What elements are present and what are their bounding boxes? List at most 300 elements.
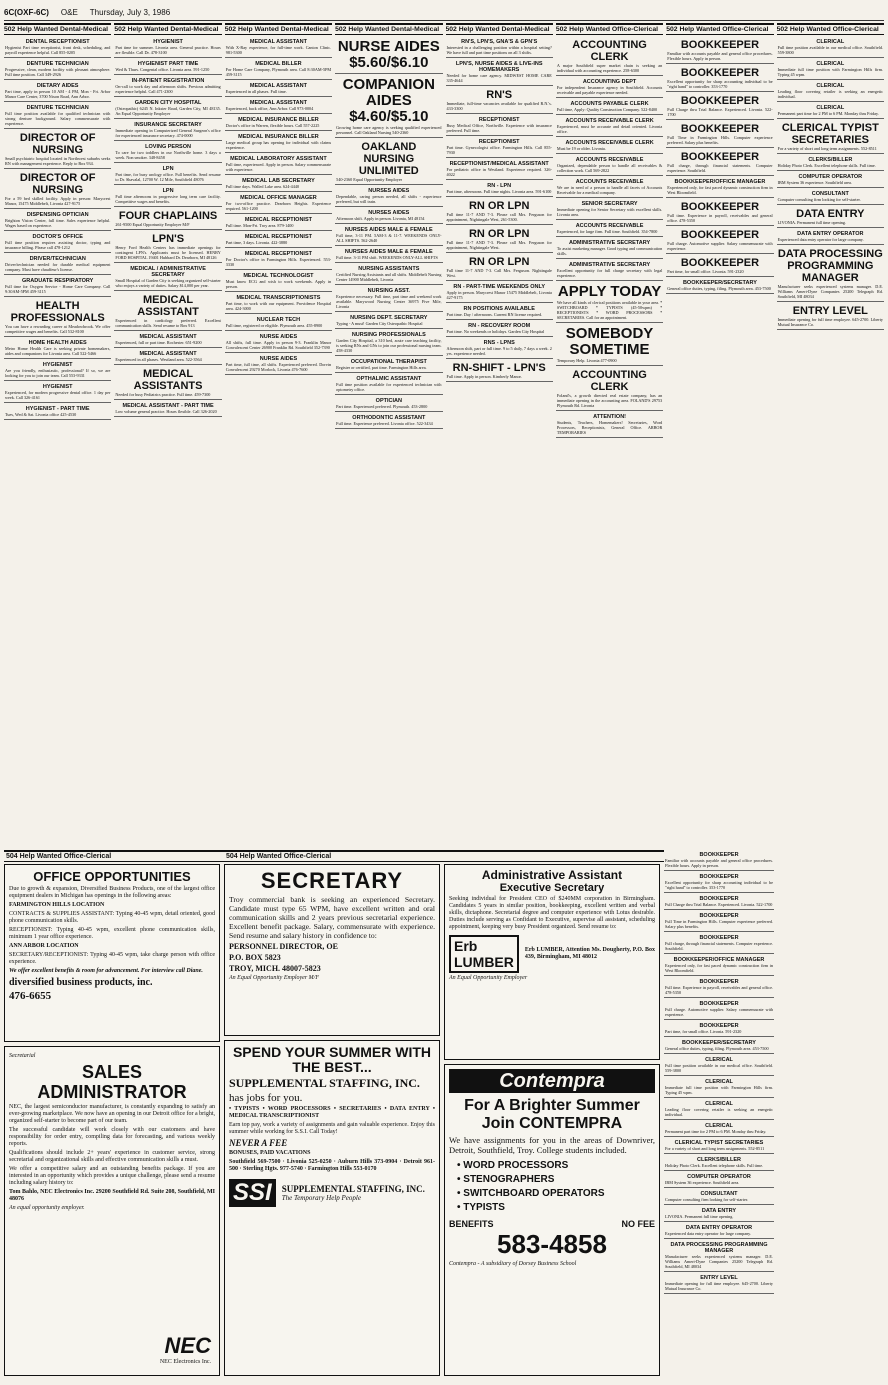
column-heading: 502 Help Wanted Dental-Medical <box>4 23 111 35</box>
classified-ad <box>4 59 111 80</box>
ad-never: NEVER A FEE <box>229 1138 288 1148</box>
classified-ad <box>225 232 332 248</box>
fine-print-right <box>664 850 888 1376</box>
ad-body: Full time position available for qualified technician with strong denture background. Salary commensurate with experience. <box>5 111 111 126</box>
ad-title: RN-SHIFT - LPN'S <box>452 362 546 374</box>
ad-title: CLERICAL <box>816 61 845 67</box>
classified-ad <box>556 99 663 115</box>
ad-body: Part time, afternoons. Full time nights. Livonia area. 591-6100 <box>446 189 552 194</box>
ad-body: Seeking individual for President CEO of $240MM corporation in Birmingham. Candidates 5 years in similar position, bookkeeping, excellent written and verbal skills, dictaphone. Secretarial degree and computer experience with Lotus desirable. Duties include serving as Confidant to Executive, supervise all assistant, scheduling appointment, keeping very busy President organized. Send resume to: <box>449 896 655 930</box>
ad-title: BOOKKEEPER <box>699 1001 739 1007</box>
page-header <box>4 4 884 21</box>
classified-ad <box>664 1189 774 1205</box>
classified-ad <box>664 999 774 1020</box>
ad-title: RN OR LPN <box>468 256 530 268</box>
ad-body: Temporary Help. Livonia 477-0900 <box>556 358 617 363</box>
ad-body: Part time. No weekends or holidays. Garden City Hospital <box>446 329 545 334</box>
ad-body: Immediate, full-time vacancies available for qualified R.N.'s. 433-3300 <box>446 101 552 111</box>
classified-ad <box>777 189 884 205</box>
ad-body: On-call to work day and afternoon shifts. Previous admitting experience helpful. Call 471-2300 <box>115 84 221 94</box>
classified-ad <box>225 215 332 231</box>
ad-body: For independent Insurance agency in Southfield. Accounts receivable and payable experience needed. <box>556 85 663 95</box>
ad-title: RECEPTIONIST <box>478 139 520 145</box>
ad-title: MEDICAL ASSISTANT - PART TIME <box>122 403 214 409</box>
ad-title: IN-PATIENT REGISTRATION <box>131 78 205 84</box>
ad-title: OFFICE OPPORTUNITIES <box>33 869 191 884</box>
ad-title: OAKLAND NURSING UNLIMITED <box>358 141 419 177</box>
ad-title: RN - RECOVERY ROOM <box>468 323 531 329</box>
column-heading: 502 Help Wanted Dental-Medical <box>114 23 221 35</box>
classified-ad <box>4 276 111 297</box>
ad-title: RN'S, LPN'S, GNA'S & GPN'S <box>461 39 538 45</box>
classified-ad <box>446 198 553 225</box>
classified-ad <box>225 354 332 375</box>
ad-title: HYGIENIST PART TIME <box>137 61 199 67</box>
ad-body: Full time. Apply in person. Kimberly Manor. <box>446 374 522 379</box>
issue-date: Thursday, July 3, 1986 <box>89 7 171 17</box>
ad-title: ACCOUNTS RECEIVABLE CLERK <box>565 140 654 146</box>
ad-title: BOOKKEEPER <box>680 39 760 51</box>
ad-body: Full time days. Walled Lake area. 624-4440 <box>225 184 300 189</box>
ad-body: Full time position available in our medical office. Southfield. 559-3800 <box>777 45 883 55</box>
section-heading-middle: 504 Help Wanted Office-Clerical <box>224 850 664 862</box>
classified-ad <box>335 264 442 285</box>
ad-body: Low volume general practice. Hours flexible. Call 326-2020 <box>115 409 217 414</box>
classified-ad <box>4 404 111 420</box>
ad-title: BOOKKEEPER <box>699 979 739 985</box>
ad-title: CLERICAL <box>705 1079 733 1085</box>
ad-body: Familiar with accounts payable and general office procedures. Flexible hours. Apply in person. <box>667 51 773 61</box>
column-heading: 502 Help Wanted Dental-Medical <box>446 23 553 35</box>
ad-title: ACCOUNTS RECEIVABLE <box>575 179 644 185</box>
section-heading-left: 504 Help Wanted Office-Clerical <box>4 850 224 862</box>
classified-ad <box>664 1172 774 1188</box>
ad-body: Leading floor covering retailer is seeking an energetic individual. <box>777 89 883 99</box>
ad-body: Full time. Experience in payroll, receivables and general office. 478-5350 <box>665 985 773 995</box>
classified-ad <box>556 77 663 98</box>
ad-body: Full time position requires assisting doctor, typing and insurance billing. Please call 478-1212 <box>5 240 111 250</box>
ad-body: Excellent opportunity for sharp accounting individual to be "right hand" to controller. 353-1770 <box>667 79 773 89</box>
ad-body: Full time. Experience preferred. Livonia office. 522-3434 <box>336 421 433 426</box>
ad-title: RN OR LPN <box>468 228 530 240</box>
contempra-logo: Contempra <box>449 1069 655 1093</box>
ssi-logo: SSI SUPPLEMENTAL STAFFING, INC. The Temporary Help People <box>229 1179 435 1207</box>
ad-title: ENTRY LEVEL <box>792 305 868 317</box>
ad-body: Troy commercial bank is seeking an experienced Secretary. Candidate must type 65 WPM, have excellent written and oral communication skills and 2 years previous secretarial experience. Excellent benefit package. Salary, commensurate with experience. Send resume and salary history in confidence to: <box>229 895 435 940</box>
classified-ad <box>114 208 221 230</box>
ad-body: Needed for busy Pediatrics practice. Full time. 459-7300 <box>115 392 211 397</box>
ad-body: Part time, apply in person 10 AM - 4 PM, Mon - Fri. Arbor Manor Care Center, 3700 Nixon Road, Ann Arbor. <box>5 89 111 99</box>
ad-title: OPTHALMIC ASSISTANT <box>356 376 422 382</box>
ad-title: CLERICAL <box>705 1101 733 1107</box>
ad-body: Immediate full time position with Farmington Hills firm. Typing 45 wpm. <box>777 67 883 77</box>
classified-ad <box>556 260 663 281</box>
ad-title: DATA PROCESSING PROGRAMMING MANAGER <box>670 1242 768 1254</box>
ad-body: Brighton Vision Center, full time. Sales experience helpful. Wages based on experience. <box>5 218 111 228</box>
ad-body: NEC, the largest semiconductor manufacturer, is constantly expanding to satisfy an ever-growing marketplace. We now have an opening in our Detroit office for a bright, organized self-starter to become part of our team. <box>9 1104 215 1124</box>
ad-body: We are in need of a person to handle all facets of Accounts Receivable for a medical company. <box>556 185 663 195</box>
classified-ad <box>556 138 663 154</box>
location-heading: ANN ARBOR LOCATION <box>9 943 79 949</box>
classified-ad <box>225 154 332 175</box>
ad-body: For Doctor's office in Farmington Hills. Experienced. 553-3330 <box>225 257 332 267</box>
classified-ad <box>225 115 332 131</box>
ad-title: MEDICAL ASSISTANT <box>249 100 307 106</box>
classified-ad <box>4 103 111 129</box>
ad-title: MEDICAL BILLER <box>255 61 302 67</box>
ad-title: DENTAL RECEPTIONIST <box>25 39 90 45</box>
ad-body: Experienced in cardiology preferred. Excellent communication skills. Send resume to Box 913 <box>115 318 221 328</box>
ad-title: COMPUTER OPERATOR <box>798 174 863 180</box>
ad-body: Due to growth & expansion, Diversified Business Products, one of the largest office equipment dealers in Michigan has openings in the following areas: <box>9 886 215 899</box>
ad-sub: Contempra - A subsidiary of Dorsey Business School <box>449 1261 577 1267</box>
ad-body: The successful candidate will work closely with our customers and have responsibility for order entry, compiling data for forecasting, and various weekly reports. <box>9 1127 215 1147</box>
ad-body: For pediatric office in Westland. Experience required. 326-4022 <box>446 167 552 177</box>
ad-body: We have assignments for you in the areas of Downriver, Detroit, Southfield, Troy. College students included. <box>449 1135 655 1155</box>
ad-body: Hygienist Part time receptionist, front desk, scheduling, and payroll experience helpful. Call 855-0205 <box>5 45 111 55</box>
ad-body: Experienced only, for fast paced dynamic construction firm in West Bloomfield. <box>665 963 773 973</box>
ad-title: CONSULTANT <box>700 1191 738 1197</box>
ad-body: SECRETARY/RECEPTIONIST: Typing 40-45 wpm, take charge person with office experience. <box>9 952 215 965</box>
ad-body: Full Charge thru Trial Balance. Experienced. Livonia. 522-1700 <box>665 902 773 907</box>
ad-body: Full time 11-7 AND 7-3. Please call Mrs. Ferguson for appointment, Nightingale West. <box>446 240 552 250</box>
ad-title: MEDICAL TRANSCRIPTIONISTS <box>236 295 321 301</box>
classified-ad <box>114 292 221 331</box>
ad-body: CONTRACTS & SUPPLIES ASSISTANT: Typing 40-45 wpm, detail oriented, good phone communication skills. <box>9 911 215 924</box>
ad-body: Henry Ford Health Centers has immediate openings for contingent LPN's. Applicants must be licensed. HENRY FORD HOSPITAL 19401 Hubbard Dr. Dearborn, MI 48126 <box>115 245 221 260</box>
ad-body: Immediate opening in Computerized General Surgeon's office for experienced insurance secretary. 474-0000 <box>115 128 221 138</box>
classified-ad <box>4 170 111 209</box>
classified-ad <box>335 330 442 356</box>
ad-body: Must know ECG and wish to work weekends. Apply in person. <box>225 279 332 289</box>
ad-title: ADMINISTRATIVE SECRETARY <box>568 262 651 268</box>
classified-ad <box>664 911 774 932</box>
classified-ad <box>114 332 221 348</box>
ad-title: NURSE AIDES <box>259 356 298 362</box>
phone-number: 476-6655 <box>9 990 52 1002</box>
benefits-row: BENEFITS NO FEE <box>449 1219 655 1229</box>
contempra-ad <box>444 1064 660 1376</box>
ad-body: Experienced, full or part time. Rochester. 651-9200 <box>115 340 202 345</box>
ad-title: CLERICAL <box>816 83 845 89</box>
classified-ad <box>4 81 111 102</box>
ad-title: BOOKKEEPER <box>680 67 760 79</box>
classified-ad <box>777 172 884 188</box>
ad-title: RECEPTIONIST/MEDICAL ASSISTANT <box>449 161 549 167</box>
ad-title: DIETARY AIDES <box>36 83 79 89</box>
phone-number: 583-4858 <box>497 1229 607 1259</box>
ad-title: ADMINISTRATIVE SECRETARY <box>568 240 651 246</box>
ad-eoe: An Equal Opportunity Employer <box>449 975 528 981</box>
ad-title: SOMEBODY SOMETIME <box>565 325 654 358</box>
classified-ad <box>777 37 884 58</box>
classified-ad <box>4 298 111 337</box>
ad-title: NURSING ASST. <box>367 288 410 294</box>
classified-ad <box>4 210 111 231</box>
ad-body: A major Southfield super market chain is seeking an individual with accounting experience. 258-6300 <box>556 63 663 73</box>
ad-lead: has jobs for you. <box>229 1092 303 1104</box>
classified-ad <box>114 349 221 365</box>
ad-body: Doctor's office in Warren, flexible hours. Call 557-2225 <box>225 123 320 128</box>
classified-ad <box>556 324 663 366</box>
classified-ad <box>225 176 332 192</box>
ad-title: BOOKKEEPER <box>699 1023 739 1029</box>
ad-body: Experienced, must be accurate and detail oriented. Livonia office. <box>556 124 663 134</box>
ad-title: DATA PROCESSING PROGRAMMING MANAGER <box>777 248 883 284</box>
classified-ad <box>225 293 332 314</box>
display-ads-section <box>4 850 884 1380</box>
ad-title: DIRECTOR OF NURSING <box>19 132 96 156</box>
ad-body: Interested in a challenging position within a hospital setting? We have full and part time positions on all 3 shifts. <box>446 45 552 55</box>
ad-body: Manufacturer seeks experienced systems manager. D.E. Williams Ameri-Dyne Companies 25200 Telegraph Rd. Southfield, MI 48034 <box>777 284 883 299</box>
supplemental-staffing-ad <box>224 1040 440 1376</box>
ad-title: BOOKKEEPER <box>699 852 739 858</box>
ad-title: COMPANION AIDES $4.60/$5.10 <box>342 76 435 125</box>
classified-ad <box>664 1077 774 1098</box>
classified-ad <box>666 37 773 64</box>
ad-title: RN OR LPN <box>468 200 530 212</box>
ad-body: General office duties, typing, filing. Plymouth area. 453-7500 <box>667 286 771 291</box>
classified-ad <box>335 208 442 224</box>
ad-title: CLERICAL <box>816 39 845 45</box>
classified-ad <box>664 1099 774 1120</box>
classified-ad <box>664 977 774 998</box>
ad-body: Immediate opening for full time employee. 645-2700. Liberty Mutual Insurance Co. <box>777 317 883 327</box>
ad-body: Experienced in all phases. Westland area. 522-3564 <box>115 357 202 362</box>
ad-body: Full time 11-7 AND 7-3. Please call Mrs. Ferguson for appointment, Nightingale West, 261-5300. <box>446 212 552 222</box>
classified-ad <box>114 59 221 75</box>
classified-ad <box>335 286 442 312</box>
column-heading: 502 Help Wanted Office-Clerical <box>777 23 884 35</box>
ad-address: P.O. BOX 5823 <box>229 953 281 962</box>
ad-eoe: An equal opportunity employer. <box>9 1205 85 1211</box>
classified-ad <box>225 249 332 270</box>
ad-body: Needed for home care agency. MIDWEST HOME CARE 335-4644 <box>446 73 552 83</box>
ad-title: OPTICIAN <box>375 398 402 404</box>
ad-title: NURSES AIDES <box>368 188 410 194</box>
classified-ad <box>666 65 773 92</box>
ad-title: BOOKKEEPER <box>699 874 739 880</box>
ad-title: GARDEN CITY HOSPITAL <box>134 100 202 106</box>
ad-title: SPEND YOUR SUMMER WITH THE BEST... <box>232 1044 432 1075</box>
ad-title: MEDICAL LABORATORY ASSISTANT <box>230 156 327 162</box>
ad-title: HYGIENIST <box>42 384 73 390</box>
ad-bonus: BONUSES, PAID VACATIONS <box>229 1150 311 1156</box>
ad-title: SECRETARY <box>260 868 404 893</box>
classified-ad <box>4 37 111 58</box>
classified-ad <box>335 357 442 373</box>
ad-body: Full Charge thru Trial Balance. Experienced. Livonia. 522-1700 <box>667 107 773 117</box>
ad-title: BOOKKEEPER <box>680 201 760 213</box>
ad-body: Experienced in all phases. Full time. <box>225 89 287 94</box>
ad-title: CLERKS/BILLER <box>808 157 853 163</box>
ad-body: Full time. 3-11 PM shift. WEEKENDS ONLY-ALL SHIFTS <box>336 255 438 260</box>
ad-title: RNS - LPNS <box>483 340 515 346</box>
ad-title: MEDICAL ASSISTANT <box>139 351 197 357</box>
classified-columns <box>4 23 884 848</box>
classified-ad <box>114 366 221 400</box>
ad-body: Experienced, back office, Ann Arbor. Call 973-0004 <box>225 106 314 111</box>
office-opportunities-ad <box>4 864 220 1042</box>
classified-ad <box>666 227 773 254</box>
ad-body: Progressive, clean, modern facility with pleasant atmosphere. Full time position. Call 349-2926 <box>5 67 111 77</box>
classified-ad <box>556 199 663 220</box>
ad-body: Leading floor covering retailer is seeking an energetic individual. <box>665 1107 773 1117</box>
classified-ad <box>777 229 884 245</box>
ad-title: ACCOUNTS RECEIVABLE <box>575 223 644 229</box>
ad-title: For A Brighter Summer Join CONTEMPRA <box>464 1097 640 1132</box>
classified-ad <box>664 1223 774 1239</box>
classified-ad <box>335 139 442 185</box>
classified-ad <box>664 1121 774 1137</box>
ad-body: Must be 19 or older. Livonia. <box>556 146 606 151</box>
ad-body: Full charge. Automotive supplier. Salary commensurate with experience. <box>667 241 773 251</box>
classified-ad <box>225 271 332 292</box>
ad-title: MEDICAL RECEPTIONIST <box>244 251 312 257</box>
ad-title: DOCTOR'S OFFICE <box>32 234 83 240</box>
classified-ad <box>225 81 332 97</box>
ad-title: HEALTH PROFESSIONALS <box>10 300 105 324</box>
ad-body: Driver/technician needed for durable medical equipment company. Must have chauffeur's license. <box>5 262 111 272</box>
contempra-item: • TYPISTS <box>457 1202 505 1213</box>
ad-body: Full charge, through financial statements. Computer experience. Southfield. <box>665 941 773 951</box>
ad-body: Full time position available for experienced technician with optometry office. <box>336 382 442 392</box>
classified-ad <box>225 37 332 58</box>
classified-ad <box>114 142 221 163</box>
ad-title: ACCOUNTS RECEIVABLE CLERK <box>565 118 654 124</box>
classified-ad <box>114 264 221 291</box>
column-heading: 502 Help Wanted Dental-Medical <box>335 23 442 35</box>
sales-administrator-ad <box>4 1046 220 1376</box>
ad-title: ACCOUNTING CLERK <box>572 369 647 393</box>
ad-eoe: An Equal Opportunity Employer M/F <box>229 975 319 981</box>
ad-title: MEDICAL / ADMINISTRATIVE SECRETARY <box>130 266 206 278</box>
ad-title: LPN <box>162 166 174 172</box>
classified-ad <box>446 87 553 114</box>
ad-body: 261-9500 Equal Opportunity Employer M/F <box>115 222 190 227</box>
ad-body: Part time, for busy urology office. Full benefits. Send resume to Dr. Shavalal, 12700 W. 12 Mile, Southfield 48076 <box>115 172 221 182</box>
ad-body: Full time, experienced. Apply in person. Salary commensurate with experience. <box>225 162 332 172</box>
ad-title: BOOKKEEPER/SECRETARY <box>682 280 757 286</box>
classified-ad <box>666 199 773 226</box>
ad-address: TROY, MICH. 48007-5823 <box>229 964 321 973</box>
ad-title: ATTENTION! <box>593 414 627 420</box>
classified-ad <box>664 933 774 954</box>
ad-body: Experienced data entry operator for large company. <box>777 237 864 242</box>
ad-title: CLERICAL TYPIST SECRETARIES <box>781 122 879 146</box>
ad-title: LPN'S <box>152 233 185 245</box>
classified-ad <box>225 132 332 153</box>
classified-ad <box>225 193 332 214</box>
ad-title: BOOKKEEPER <box>680 95 760 107</box>
ad-body: Permanent part time for 2 PM to 6 PM. Monday thru Friday. <box>665 1129 767 1134</box>
contempra-item: • STENOGRAPHERS <box>457 1174 555 1185</box>
ad-body: Holiday Photo Clerk. Excellent telephone skills. Full time. <box>665 1163 764 1168</box>
classified-ad <box>664 1021 774 1037</box>
ad-body: IBM System 36 experience. Southfield area. <box>777 180 852 185</box>
classified-ad <box>556 412 663 438</box>
ad-body: LIVONIA. Permanent full time opening. <box>665 1214 734 1219</box>
ad-body: Immediate opening for Senior Secretary with excellent skills. Livonia area. <box>556 207 663 217</box>
ad-title: FOUR CHAPLAINS <box>118 210 218 222</box>
classified-ad <box>335 374 442 395</box>
ad-title: BOOKKEEPER/OFFICE MANAGER <box>673 957 765 963</box>
classified-ad <box>114 120 221 141</box>
ad-body: IBM System 36 experience. Southfield area. <box>665 1180 740 1185</box>
classified-column <box>666 23 773 848</box>
ad-body: Part time. Day / afternoons. Current RN license required. <box>446 312 543 317</box>
ad-body: Full time, Apply: Quality Construction Company. 522-8400 <box>556 107 658 112</box>
ad-body: Full Time in Farmington Hills. Computer experience preferred. Salary plus benefits. <box>665 919 773 929</box>
ad-title: BOOKKEEPER <box>699 935 739 941</box>
ad-body: Full time 11-7 AND 7-3. Call Mrs. Ferguson. Nightingale West. <box>446 268 552 278</box>
classified-ad <box>446 282 553 303</box>
ad-body: Full time, 3-11 PM. 5AM-3 & 11-7. WEEKENDS ONLY-ALL SHIFTS. 562-2640 <box>336 233 442 243</box>
classified-ad <box>666 149 773 176</box>
ad-title: HYGIENIST <box>153 39 183 45</box>
ad-title: DATA ENTRY OPERATOR <box>685 1225 753 1231</box>
ad-body: Large medical group has opening for individual with claims experience. <box>225 140 332 150</box>
ad-body: Students, Teachers, Homemakers! Secretaries, Word Processors, Receptionists, General Office. ARBOR TEMPORARIES <box>556 420 663 435</box>
ad-title: NURSES AIDES MALE & FEMALE <box>344 249 433 255</box>
classified-ad <box>225 315 332 331</box>
ad-body: Excellent opportunity for full charge secretary with legal experience. <box>556 268 663 278</box>
classified-ad <box>777 81 884 102</box>
ad-title: MEDICAL RECEPTIONIST <box>244 234 312 240</box>
classified-column <box>114 23 221 848</box>
classified-ad <box>556 221 663 237</box>
ad-body: Earn top pay, work a variety of assignments and gain valuable experience. Enjoy this summer while working for S.S.I. Call Today! <box>229 1122 435 1135</box>
ad-body: Wed & Thurs. Congenial office. Livonia area. 591-1250 <box>115 67 210 72</box>
ad-title: APPLY TODAY <box>557 283 662 300</box>
ad-body: Full time. Experience in payroll, receivables and general office. 478-5350 <box>667 213 773 223</box>
ad-body: Experienced, for large firm. Full time. Southfield. 354-7800 <box>556 229 658 234</box>
ad-body: Permanent part time for 2 PM to 6 PM. Monday thru Friday. <box>777 111 879 116</box>
ad-body: Computer consulting firm looking for self-starter. <box>777 197 861 202</box>
ad-body: Small psychiatric hospital located in Northwest suburbs seeks RN with management experience. Reply to Box 934. <box>5 156 111 166</box>
ad-title: ENTRY LEVEL <box>700 1275 738 1281</box>
ad-title: ACCOUNTS PAYABLE CLERK <box>570 101 649 107</box>
classified-column <box>777 23 884 848</box>
classified-ad <box>4 360 111 381</box>
classified-ad <box>664 955 774 976</box>
ad-title: DRIVER/TECHNICIAN <box>29 256 86 262</box>
ad-body: Part time, for small office. Livonia. 591-2320 <box>667 269 744 274</box>
classified-ad <box>446 338 553 359</box>
classified-ad <box>664 1038 774 1054</box>
ad-title: RN - LPN <box>487 183 512 189</box>
classified-ad <box>114 76 221 97</box>
paper-name: O&E <box>60 7 78 17</box>
ad-body: Typing - A must! Garden City Osteopathic Hospital <box>336 321 423 326</box>
ad-body: Part time. Gynecologist office. Farmington Hills. Call 855-7930 <box>446 145 552 155</box>
classified-ad <box>666 255 773 277</box>
ad-title: MEDICAL INSURANCE BILLER <box>238 134 319 140</box>
fine-print-column <box>664 1055 774 1295</box>
ad-title: BOOKKEEPER <box>680 123 760 135</box>
administrative-assistant-ad <box>444 864 660 1060</box>
classified-ad <box>664 850 774 871</box>
ad-body: RECEPTIONIST: Typing 40-45 wpm, excellent phone communication skills, minimum 1 year office experience. <box>9 927 215 940</box>
classified-ad <box>556 177 663 198</box>
ad-body: Apply in person. Marycrest Manor 15475 Middlebelt, Livonia 427-9175 <box>446 290 552 300</box>
secretary-ad <box>224 864 440 1036</box>
ad-title: BOOKKEEPER/SECRETARY <box>682 1040 756 1046</box>
ad-title: RN - PART-TIME WEEKENDS ONLY <box>453 284 546 290</box>
classified-ad <box>4 382 111 403</box>
ad-title: NURSING PROFESSIONALS <box>351 332 426 338</box>
ad-title: MEDICAL ASSISTANTS <box>133 368 203 392</box>
